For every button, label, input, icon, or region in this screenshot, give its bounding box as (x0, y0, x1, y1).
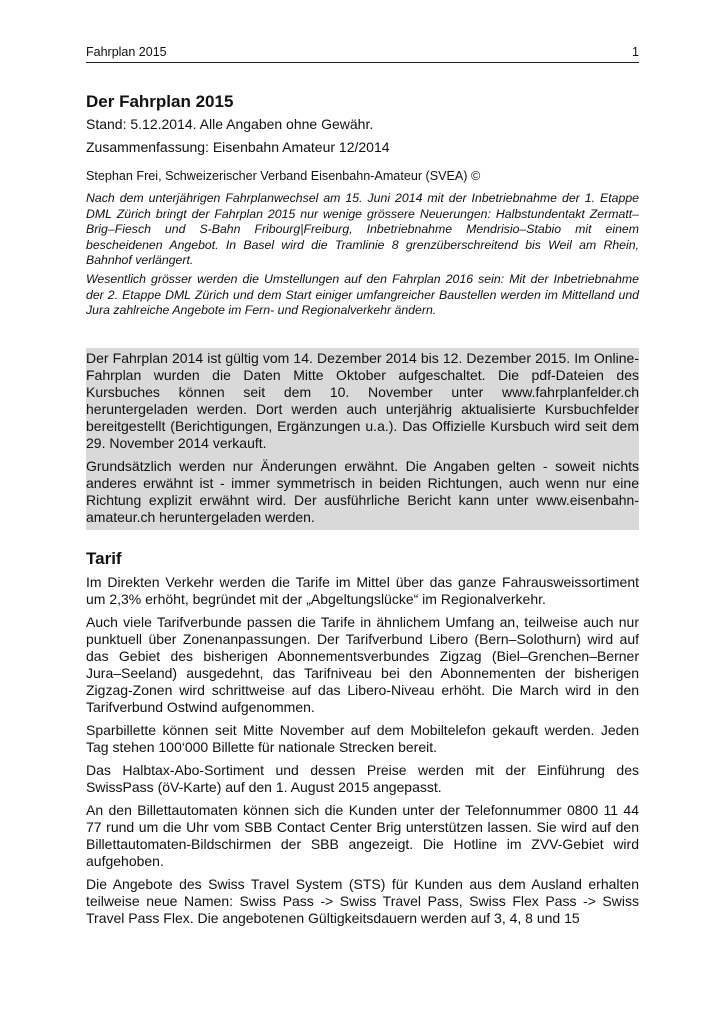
body-paragraph: Auch viele Tarifverbunde passen die Tarife in ähnlichem Umfang an, teilweise auch nur punktuell über Zonenanpassungen. Der Tarifverbund Libero (Bern–Solothurn) wird auf das Gebiet des bisherigen Abonnementsverbundes Zigzag (Biel–Grenchen–Berner Jura–Seeland) ausgedehnt, das Tarifniveau bei den Abonnementen der bisherigen Zigzag-Zonen wird schrittweise auf das Libero-Niveau erhöht. Die March wird in den Tarifverbund Ostwind aufgenommen. (86, 613, 639, 715)
stand-line: Stand: 5.12.2014. Alle Angaben ohne Gewähr. (86, 116, 374, 132)
body-paragraph: An den Billettautomaten können sich die Kunden unter der Telefonnummer 0800 11 44 77 rund um die Uhr vom SBB Contact Center Brig unterstützen lassen. Sie wird auf den Billettautomaten-Bildschirmen der SBB angezeigt. Die Hotline im ZVV-Gebiet wird aufgehoben. (86, 801, 639, 869)
intro-paragraph: Wesentlich grösser werden die Umstellungen auf den Fahrplan 2016 sein: Mit der Inbetriebnahme der 2. Etappe DML Zürich und dem Start einiger umfangreicher Baustellen werden im Mittelland und Jura zahlreiche Angebote im Fern- und Regionalverkehr ändern. (86, 271, 639, 318)
document-title: Der Fahrplan 2015 (86, 92, 234, 111)
notice-paragraph: Der Fahrplan 2014 ist gültig vom 14. Dezember 2014 bis 12. Dezember 2015. Im Online-Fahrplan wurden die Daten Mitte Oktober aufgeschaltet. Die pdf-Dateien des Kursbuches können seit dem 10. November unter www.fahrplanfelder.ch heruntergeladen werden. Dort werden auch unterjährig aktualisierte Kursbuchfelder bereitgestellt (Berichtigungen, Ergänzungen u.a.). Das Offizielle Kursbuch wird seit dem 29. November 2014 verkauft. (86, 349, 639, 451)
document-body (86, 92, 639, 933)
page-number: 1 (632, 45, 639, 59)
running-title: Fahrplan 2015 (86, 45, 167, 59)
section-heading-tarif: Tarif (86, 548, 122, 568)
summary-line: Zusammenfassung: Eisenbahn Amateur 12/2014 (86, 139, 390, 155)
author-line: Stephan Frei, Schweizerischer Verband Eisenbahn-Amateur (SVEA) © (86, 169, 481, 183)
body-paragraph: Das Halbtax-Abo-Sortiment und dessen Preise werden mit der Einführung des SwissPass (öV-Karte) auf den 1. August 2015 angepasst. (86, 761, 639, 795)
notice-box (86, 348, 639, 530)
body-paragraph: Die Angebote des Swiss Travel System (STS) für Kunden aus dem Ausland erhalten teilweise neue Namen: Swiss Pass -> Swiss Travel Pass, Swiss Flex Pass -> Swiss Travel Pass Flex. Die angebotenen Gültigkeitsdauern werden auf 3, 4, 8 und 15 (86, 875, 639, 926)
intro-paragraph: Nach dem unterjährigen Fahrplanwechsel am 15. Juni 2014 mit der Inbetriebnahme der 1. Etappe DML Zürich bringt der Fahrplan 2015 nur wenige grössere Neuerungen: Halbstundentakt Zermatt–Brig–Fiesch und S-Bahn Fribourg|Freiburg, Inbetriebnahme Mendrisio–Stabio mit einem bescheidenen Angebot. In Basel wird die Tramlinie 8 grenzüberschreitend bis Weil am Rhein, Bahnhof verlängert. (86, 191, 639, 268)
body-paragraph: Sparbillette können seit Mitte November auf dem Mobiltelefon gekauft werden. Jeden Tag stehen 100‘000 Billette für nationale Strecken bereit. (86, 721, 639, 755)
tarif-section (86, 574, 639, 927)
running-header (86, 45, 639, 63)
body-paragraph: Im Direkten Verkehr werden die Tarife im Mittel über das ganze Fahrausweissortiment um 2,3% erhöht, begründet mit der „Abgeltungslücke“ im Regionalverkehr. (86, 573, 639, 607)
intro-section (86, 191, 639, 319)
notice-paragraph: Grundsätzlich werden nur Änderungen erwähnt. Die Angaben gelten - soweit nichts anderes erwähnt ist - immer symmetrisch in beiden Richtungen, auch wenn nur eine Richtung explizit erwähnt wird. Der ausführliche Bericht kann unter www.eisenbahn-amateur.ch heruntergeladen werden. (86, 457, 639, 525)
